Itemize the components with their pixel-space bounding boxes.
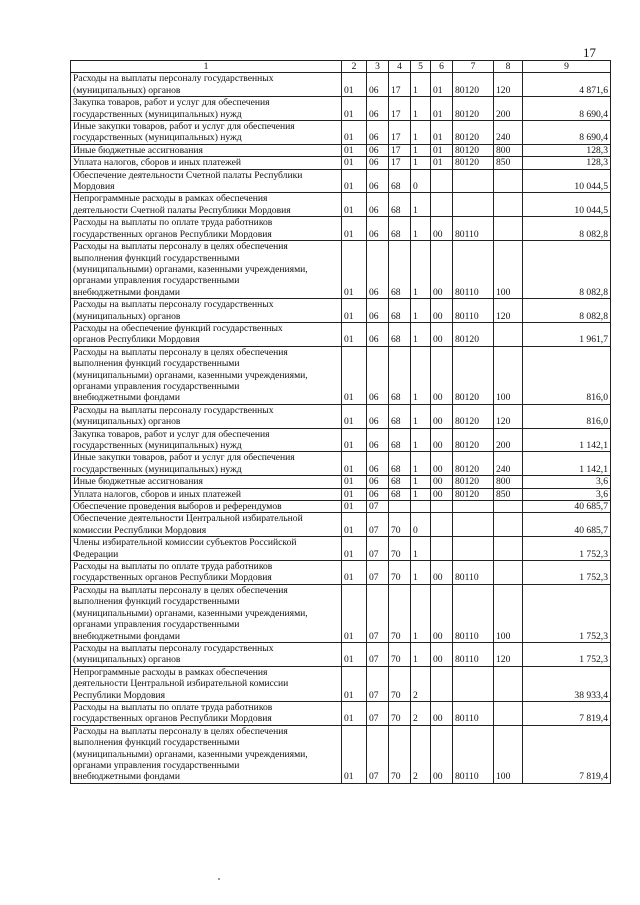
row-code-col3: 06 [367, 169, 389, 193]
column-header-5: 5 [411, 61, 431, 73]
row-code-col4: 17 [389, 144, 411, 156]
table-row [71, 584, 611, 642]
row-amount: 10 044,5 [523, 193, 611, 217]
row-code-col3: 07 [367, 584, 389, 642]
row-code-col5: 1 [411, 322, 431, 346]
row-code-col3: 06 [367, 346, 389, 404]
row-code-col6 [431, 537, 453, 561]
row-code-col4: 17 [389, 121, 411, 145]
row-code-col2: 01 [342, 488, 367, 500]
row-code-col5: 1 [411, 488, 431, 500]
row-amount: 7 819,4 [523, 725, 611, 783]
row-amount: 1 142,1 [523, 428, 611, 452]
row-code-col2: 01 [342, 241, 367, 299]
row-code-col4: 70 [389, 642, 411, 666]
row-code-col3: 07 [367, 561, 389, 585]
row-code-col8: 100 [494, 584, 523, 642]
table-row [71, 217, 611, 241]
row-description: Расходы на выплаты по оплате труда работников государственных органов Республики Мордовия [71, 561, 342, 585]
row-code-col8: 120 [494, 299, 523, 323]
budget-table [70, 60, 611, 784]
table-row [71, 561, 611, 585]
row-code-col5: 1 [411, 476, 431, 488]
row-description: Расходы на выплаты персоналу в целях обеспечения выполнения функций государственными (муниципальными) органами, казенными учреждениями, органами управления государственными внебюджетными фондами [71, 584, 342, 642]
row-code-col4: 70 [389, 584, 411, 642]
row-code-col4: 68 [389, 322, 411, 346]
row-code-col8: 120 [494, 73, 523, 97]
row-amount: 38 933,4 [523, 666, 611, 701]
row-code-col8 [494, 513, 523, 537]
row-code-col5: 1 [411, 241, 431, 299]
row-code-col7: 80120 [453, 476, 494, 488]
row-code-col5 [411, 501, 431, 513]
row-code-col8: 120 [494, 404, 523, 428]
row-description: Расходы на обеспечение функций государственных органов Республики Мордовия [71, 322, 342, 346]
row-code-col2: 01 [342, 476, 367, 488]
row-code-col2: 01 [342, 157, 367, 169]
row-code-col2: 01 [342, 537, 367, 561]
row-amount: 1 142,1 [523, 452, 611, 476]
row-code-col5: 1 [411, 97, 431, 121]
scan-speck [218, 878, 220, 880]
row-code-col8 [494, 217, 523, 241]
table-row [71, 404, 611, 428]
row-code-col3: 06 [367, 193, 389, 217]
row-code-col5: 1 [411, 144, 431, 156]
row-code-col2: 01 [342, 144, 367, 156]
row-amount: 3,6 [523, 476, 611, 488]
row-code-col5: 2 [411, 725, 431, 783]
row-description: Закупка товаров, работ и услуг для обеспечения государственных (муниципальных) нужд [71, 97, 342, 121]
row-code-col6 [431, 666, 453, 701]
table-row [71, 537, 611, 561]
row-code-col8 [494, 701, 523, 725]
row-description: Уплата налогов, сборов и иных платежей [71, 488, 342, 500]
row-code-col3: 06 [367, 404, 389, 428]
column-header-7: 7 [453, 61, 494, 73]
row-amount: 1 961,7 [523, 322, 611, 346]
row-code-col4: 68 [389, 452, 411, 476]
row-code-col3: 07 [367, 666, 389, 701]
row-code-col3: 06 [367, 299, 389, 323]
row-code-col8: 850 [494, 488, 523, 500]
row-code-col6: 00 [431, 584, 453, 642]
row-amount: 128,3 [523, 144, 611, 156]
row-code-col2: 01 [342, 642, 367, 666]
row-amount: 40 685,7 [523, 513, 611, 537]
row-code-col3: 06 [367, 144, 389, 156]
row-code-col4: 17 [389, 157, 411, 169]
row-code-col2: 01 [342, 193, 367, 217]
row-amount: 8 690,4 [523, 97, 611, 121]
row-code-col3: 06 [367, 121, 389, 145]
row-code-col3: 06 [367, 217, 389, 241]
row-code-col3: 06 [367, 241, 389, 299]
row-code-col8: 100 [494, 725, 523, 783]
row-code-col6: 00 [431, 404, 453, 428]
row-code-col2: 01 [342, 322, 367, 346]
row-code-col5: 1 [411, 584, 431, 642]
row-amount: 8 082,8 [523, 299, 611, 323]
row-description: Закупка товаров, работ и услуг для обеспечения государственных (муниципальных) нужд [71, 428, 342, 452]
row-code-col5: 0 [411, 169, 431, 193]
row-code-col7: 80120 [453, 144, 494, 156]
row-code-col4: 68 [389, 241, 411, 299]
row-code-col8 [494, 322, 523, 346]
row-code-col7 [453, 513, 494, 537]
row-code-col4: 70 [389, 725, 411, 783]
row-code-col7: 80120 [453, 346, 494, 404]
row-amount: 8 690,4 [523, 121, 611, 145]
row-code-col6: 01 [431, 73, 453, 97]
row-code-col7: 80120 [453, 452, 494, 476]
row-code-col4: 68 [389, 217, 411, 241]
row-code-col6 [431, 501, 453, 513]
row-code-col4: 68 [389, 169, 411, 193]
row-code-col4 [389, 501, 411, 513]
column-header-4: 4 [389, 61, 411, 73]
row-code-col2: 01 [342, 97, 367, 121]
row-code-col7: 80120 [453, 73, 494, 97]
row-amount: 1 752,3 [523, 584, 611, 642]
row-code-col7: 80120 [453, 428, 494, 452]
row-code-col5: 1 [411, 193, 431, 217]
row-code-col2: 01 [342, 404, 367, 428]
row-code-col5: 0 [411, 513, 431, 537]
row-code-col6: 01 [431, 121, 453, 145]
row-description: Иные бюджетные ассигнования [71, 144, 342, 156]
row-code-col3: 06 [367, 157, 389, 169]
row-code-col7: 80110 [453, 642, 494, 666]
row-code-col5: 1 [411, 121, 431, 145]
table-row [71, 144, 611, 156]
row-code-col8 [494, 537, 523, 561]
column-header-1: 1 [71, 61, 342, 73]
row-code-col4: 17 [389, 97, 411, 121]
row-code-col6 [431, 193, 453, 217]
row-code-col7: 80110 [453, 299, 494, 323]
row-code-col5: 1 [411, 346, 431, 404]
row-code-col5: 1 [411, 642, 431, 666]
row-code-col2: 01 [342, 666, 367, 701]
row-code-col4: 68 [389, 428, 411, 452]
row-amount: 40 685,7 [523, 501, 611, 513]
table-row [71, 701, 611, 725]
row-code-col7: 80110 [453, 725, 494, 783]
row-code-col3: 07 [367, 501, 389, 513]
column-header-9: 9 [523, 61, 611, 73]
row-code-col7 [453, 193, 494, 217]
row-amount: 1 752,3 [523, 561, 611, 585]
row-code-col2: 01 [342, 299, 367, 323]
row-code-col8: 850 [494, 157, 523, 169]
row-description: Расходы на выплаты по оплате труда работников государственных органов Республики Мордовия [71, 701, 342, 725]
row-code-col4: 70 [389, 701, 411, 725]
row-description: Уплата налогов, сборов и иных платежей [71, 157, 342, 169]
row-code-col5: 1 [411, 404, 431, 428]
row-code-col2: 01 [342, 561, 367, 585]
row-code-col6: 01 [431, 157, 453, 169]
row-code-col6: 01 [431, 144, 453, 156]
table-row [71, 642, 611, 666]
row-code-col8 [494, 169, 523, 193]
row-code-col6: 00 [431, 488, 453, 500]
row-code-col3: 07 [367, 513, 389, 537]
row-code-col7 [453, 169, 494, 193]
row-code-col6: 00 [431, 701, 453, 725]
row-code-col7: 80120 [453, 404, 494, 428]
row-code-col4: 68 [389, 488, 411, 500]
table-row [71, 725, 611, 783]
row-code-col7: 80120 [453, 97, 494, 121]
row-code-col6 [431, 169, 453, 193]
row-code-col4: 68 [389, 346, 411, 404]
row-code-col5: 2 [411, 666, 431, 701]
row-code-col8: 240 [494, 452, 523, 476]
row-code-col6: 00 [431, 299, 453, 323]
row-code-col6: 00 [431, 561, 453, 585]
table-row [71, 666, 611, 701]
row-code-col8 [494, 193, 523, 217]
row-code-col5: 1 [411, 299, 431, 323]
table-row [71, 513, 611, 537]
row-code-col4: 70 [389, 537, 411, 561]
table-row [71, 241, 611, 299]
page-number: 17 [583, 45, 596, 60]
row-code-col5: 1 [411, 428, 431, 452]
row-amount: 816,0 [523, 346, 611, 404]
row-description: Расходы на выплаты персоналу государственных (муниципальных) органов [71, 404, 342, 428]
row-code-col8: 120 [494, 642, 523, 666]
row-code-col7: 80120 [453, 322, 494, 346]
row-description: Обеспечение проведения выборов и референдумов [71, 501, 342, 513]
table-row [71, 488, 611, 500]
row-code-col7: 80110 [453, 584, 494, 642]
row-code-col4: 68 [389, 476, 411, 488]
row-code-col4: 17 [389, 73, 411, 97]
row-description: Иные бюджетные ассигнования [71, 476, 342, 488]
row-code-col4: 68 [389, 299, 411, 323]
row-code-col3: 07 [367, 642, 389, 666]
table-header-row [71, 61, 611, 73]
row-code-col7: 80110 [453, 217, 494, 241]
row-code-col2: 01 [342, 513, 367, 537]
row-code-col4: 68 [389, 404, 411, 428]
row-code-col8 [494, 501, 523, 513]
row-code-col2: 01 [342, 346, 367, 404]
row-code-col6: 01 [431, 97, 453, 121]
table-row [71, 97, 611, 121]
row-code-col2: 01 [342, 73, 367, 97]
row-description: Обеспечение деятельности Центральной избирательной комиссии Республики Мордовия [71, 513, 342, 537]
row-code-col3: 06 [367, 73, 389, 97]
row-code-col3: 07 [367, 701, 389, 725]
row-code-col6 [431, 513, 453, 537]
row-code-col7 [453, 666, 494, 701]
row-code-col2: 01 [342, 217, 367, 241]
row-description: Расходы на выплаты персоналу государственных (муниципальных) органов [71, 642, 342, 666]
row-code-col3: 06 [367, 428, 389, 452]
row-amount: 816,0 [523, 404, 611, 428]
row-description: Непрограммные расходы в рамках обеспечения деятельности Счетной палаты Республики Мордовия [71, 193, 342, 217]
row-code-col8 [494, 561, 523, 585]
row-code-col7 [453, 501, 494, 513]
row-code-col7 [453, 537, 494, 561]
row-code-col8: 240 [494, 121, 523, 145]
row-code-col8: 200 [494, 428, 523, 452]
table-row [71, 121, 611, 145]
row-description: Иные закупки товаров, работ и услуг для обеспечения государственных (муниципальных) нужд [71, 121, 342, 145]
row-code-col6: 00 [431, 428, 453, 452]
row-code-col7: 80110 [453, 561, 494, 585]
row-code-col6: 00 [431, 241, 453, 299]
table-row [71, 476, 611, 488]
table-row [71, 452, 611, 476]
column-header-8: 8 [494, 61, 523, 73]
row-code-col6: 00 [431, 476, 453, 488]
table-row [71, 169, 611, 193]
row-code-col6: 00 [431, 217, 453, 241]
row-description: Расходы на выплаты персоналу в целях обеспечения выполнения функций государственными (муниципальными) органами, казенными учреждениями, органами управления государственными внебюджетными фондами [71, 725, 342, 783]
row-code-col5: 2 [411, 701, 431, 725]
row-code-col2: 01 [342, 701, 367, 725]
column-header-2: 2 [342, 61, 367, 73]
row-code-col6: 00 [431, 725, 453, 783]
row-code-col2: 01 [342, 452, 367, 476]
row-code-col8: 800 [494, 476, 523, 488]
row-description: Расходы на выплаты персоналу в целях обеспечения выполнения функций государственными (муниципальными) органами, казенными учреждениями, органами управления государственными внебюджетными фондами [71, 346, 342, 404]
row-code-col6: 00 [431, 452, 453, 476]
row-code-col5: 1 [411, 217, 431, 241]
row-code-col4: 70 [389, 561, 411, 585]
row-code-col3: 06 [367, 322, 389, 346]
row-code-col6: 00 [431, 642, 453, 666]
row-code-col7: 80110 [453, 241, 494, 299]
row-description: Расходы на выплаты по оплате труда работников государственных органов Республики Мордовия [71, 217, 342, 241]
row-amount: 128,3 [523, 157, 611, 169]
row-code-col8: 200 [494, 97, 523, 121]
table-row [71, 157, 611, 169]
row-description: Обеспечение деятельности Счетной палаты Республики Мордовия [71, 169, 342, 193]
row-code-col8: 800 [494, 144, 523, 156]
row-code-col8 [494, 666, 523, 701]
row-code-col6: 00 [431, 346, 453, 404]
row-code-col2: 01 [342, 725, 367, 783]
row-code-col7: 80110 [453, 701, 494, 725]
row-amount: 8 082,8 [523, 241, 611, 299]
row-code-col8: 100 [494, 241, 523, 299]
table-row [71, 501, 611, 513]
row-code-col4: 68 [389, 193, 411, 217]
table-row [71, 322, 611, 346]
row-code-col3: 07 [367, 725, 389, 783]
row-description: Расходы на выплаты персоналу в целях обеспечения выполнения функций государственными (муниципальными) органами, казенными учреждениями, органами управления государственными внебюджетными фондами [71, 241, 342, 299]
table-row [71, 346, 611, 404]
table-row [71, 428, 611, 452]
column-header-3: 3 [367, 61, 389, 73]
row-amount: 3,6 [523, 488, 611, 500]
row-code-col3: 06 [367, 452, 389, 476]
row-amount: 1 752,3 [523, 642, 611, 666]
row-amount: 4 871,6 [523, 73, 611, 97]
row-code-col4: 70 [389, 513, 411, 537]
row-code-col5: 1 [411, 452, 431, 476]
row-code-col5: 1 [411, 73, 431, 97]
row-amount: 10 044,5 [523, 169, 611, 193]
row-code-col7: 80120 [453, 157, 494, 169]
row-code-col4: 70 [389, 666, 411, 701]
row-code-col5: 1 [411, 157, 431, 169]
row-code-col5: 1 [411, 561, 431, 585]
row-description: Расходы на выплаты персоналу государственных (муниципальных) органов [71, 73, 342, 97]
row-code-col8: 100 [494, 346, 523, 404]
row-code-col2: 01 [342, 584, 367, 642]
row-code-col3: 06 [367, 476, 389, 488]
row-code-col7: 80120 [453, 488, 494, 500]
row-code-col5: 1 [411, 537, 431, 561]
row-code-col2: 01 [342, 169, 367, 193]
row-code-col2: 01 [342, 501, 367, 513]
row-code-col3: 06 [367, 488, 389, 500]
row-amount: 1 752,3 [523, 537, 611, 561]
table-body [71, 73, 611, 783]
row-description: Расходы на выплаты персоналу государственных (муниципальных) органов [71, 299, 342, 323]
row-description: Члены избирательной комиссии субъектов Российской Федерации [71, 537, 342, 561]
table-row [71, 193, 611, 217]
row-code-col2: 01 [342, 121, 367, 145]
table-row [71, 299, 611, 323]
row-code-col3: 06 [367, 97, 389, 121]
row-code-col6: 00 [431, 322, 453, 346]
row-description: Непрограммные расходы в рамках обеспечения деятельности Центральной избирательной комиссии Республики Мордовия [71, 666, 342, 701]
column-header-6: 6 [431, 61, 453, 73]
row-code-col3: 07 [367, 537, 389, 561]
row-code-col2: 01 [342, 428, 367, 452]
row-amount: 8 082,8 [523, 217, 611, 241]
row-amount: 7 819,4 [523, 701, 611, 725]
row-code-col7: 80120 [453, 121, 494, 145]
row-description: Иные закупки товаров, работ и услуг для обеспечения государственных (муниципальных) нужд [71, 452, 342, 476]
table-row [71, 73, 611, 97]
